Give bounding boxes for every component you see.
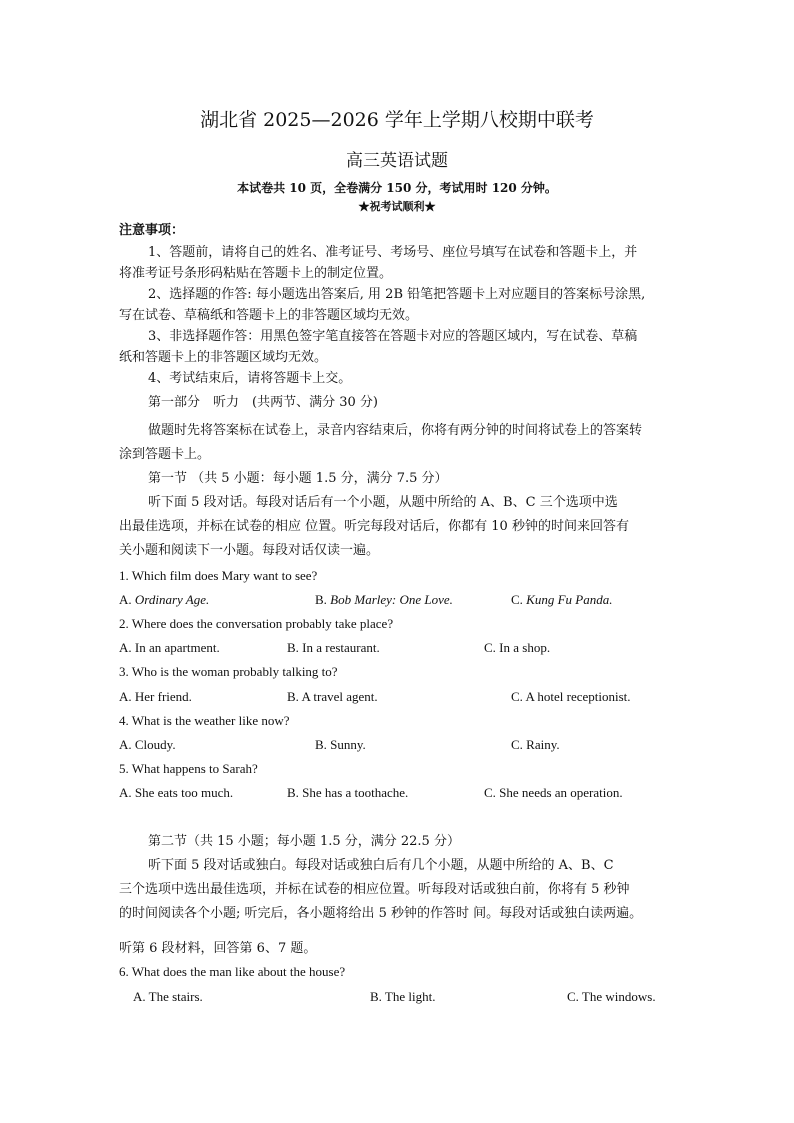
question-5: 5. What happens to Sarah? <box>119 761 258 776</box>
section2-heading: 第二节（共 15 小题；每小题 1.5 分，满分 22.5 分） <box>148 834 460 849</box>
q2-option-c: C. In a shop. <box>484 640 551 655</box>
question-3: 3. Who is the woman probably talking to? <box>119 664 338 679</box>
q6-option-b: B. The light. <box>370 989 436 1004</box>
q1-option-c: C. Kung Fu Panda. <box>511 592 613 607</box>
q5-option-b: B. She has a toothache. <box>287 785 409 800</box>
section1-directions-cont: 出最佳选项，并标在试卷的相应 位置。听完每段对话后，你都有 10 秒钟的时间来回答有 <box>119 519 629 534</box>
q4-option-a: A. Cloudy. <box>119 737 176 752</box>
part1-intro-cont: 涂到答题卡上。 <box>119 447 211 462</box>
part1-intro: 做题时先将答案标在试卷上，录音内容结束后，你将有两分钟的时间将试卷上的答案转 <box>148 423 643 438</box>
notice-item-3: 3、非选择题作答：用黑色签字笔直接答在答题卡对应的答题区域内，写在试卷、草稿 <box>148 329 638 344</box>
q6-option-c: C. The windows. <box>567 989 656 1004</box>
material-6-instruction: 听第 6 段材料，回答第 6、7 题。 <box>119 941 317 956</box>
exam-wish: ★祝考试顺利★ <box>358 200 436 213</box>
exam-title: 湖北省 2025—2026 学年上学期八校期中联考 <box>200 109 594 131</box>
question-1: 1. Which film does Mary want to see? <box>119 568 318 583</box>
q6-option-a: A. The stairs. <box>133 989 203 1004</box>
q2-option-a: A. In an apartment. <box>119 640 220 655</box>
section1-directions-end: 关小题和阅读下一小题。每段对话仅读一遍。 <box>119 543 380 558</box>
q3-option-a: A. Her friend. <box>119 689 192 704</box>
notice-item-1-cont: 将准考证号条形码粘贴在答题卡上的制定位置。 <box>119 266 393 281</box>
notice-item-2: 2、选择题的作答: 每小题选出答案后, 用 2B 铅笔把答题卡上对应题目的答案标号涂黑, <box>148 287 646 302</box>
question-4: 4. What is the weather like now? <box>119 713 290 728</box>
exam-info: 本试卷共 10 页，全卷满分 150 分，考试用时 120 分钟。 <box>237 181 557 195</box>
q3-option-b: B. A travel agent. <box>287 689 378 704</box>
q3-option-c: C. A hotel receptionist. <box>511 689 631 704</box>
question-2: 2. Where does the conversation probably take place? <box>119 616 394 631</box>
notice-item-2-cont: 写在试卷、草稿纸和答题卡上的非答题区域均无效。 <box>119 308 419 323</box>
section2-directions: 听下面 5 段对话或独白。每段对话或独白后有几个小题，从题中所给的 A、B、C <box>148 858 614 873</box>
notice-item-3-cont: 纸和答题卡上的非答题区域均无效。 <box>119 350 328 365</box>
question-6: 6. What does the man like about the house? <box>119 964 346 979</box>
q4-option-b: B. Sunny. <box>315 737 366 752</box>
section2-directions-end: 的时间阅读各个小题; 听完后，各小题将给出 5 秒钟的作答时 间。每段对话或独白读两遍。 <box>119 906 643 921</box>
notice-item-1: 1、答题前，请将自己的姓名、准考证号、考场号、座位号填写在试卷和答题卡上，并 <box>148 245 638 260</box>
q2-option-b: B. In a restaurant. <box>287 640 380 655</box>
q5-option-c: C. She needs an operation. <box>484 785 623 800</box>
section2-directions-cont: 三个选项中选出最佳选项，并标在试卷的相应位置。听每段对话或独白前，你将有 5 秒钟 <box>119 882 630 897</box>
exam-subtitle: 高三英语试题 <box>346 151 448 171</box>
notice-heading: 注意事项： <box>119 223 185 238</box>
section1-directions: 听下面 5 段对话。每段对话后有一个小题，从题中所给的 A、B、C 三个选项中选 <box>148 495 618 510</box>
q4-option-c: C. Rainy. <box>511 737 560 752</box>
notice-item-4: 4、考试结束后，请将答题卡上交。 <box>148 371 352 386</box>
part1-heading: 第一部分 听力 (共两节、满分 30 分) <box>148 395 378 410</box>
q5-option-a: A. She eats too much. <box>119 785 234 800</box>
section1-heading: 第一节 （共 5 小题：每小题 1.5 分，满分 7.5 分） <box>148 471 448 486</box>
q1-option-a: A. Ordinary Age. <box>119 592 210 607</box>
q1-option-b: B. Bob Marley: One Love. <box>315 592 453 607</box>
